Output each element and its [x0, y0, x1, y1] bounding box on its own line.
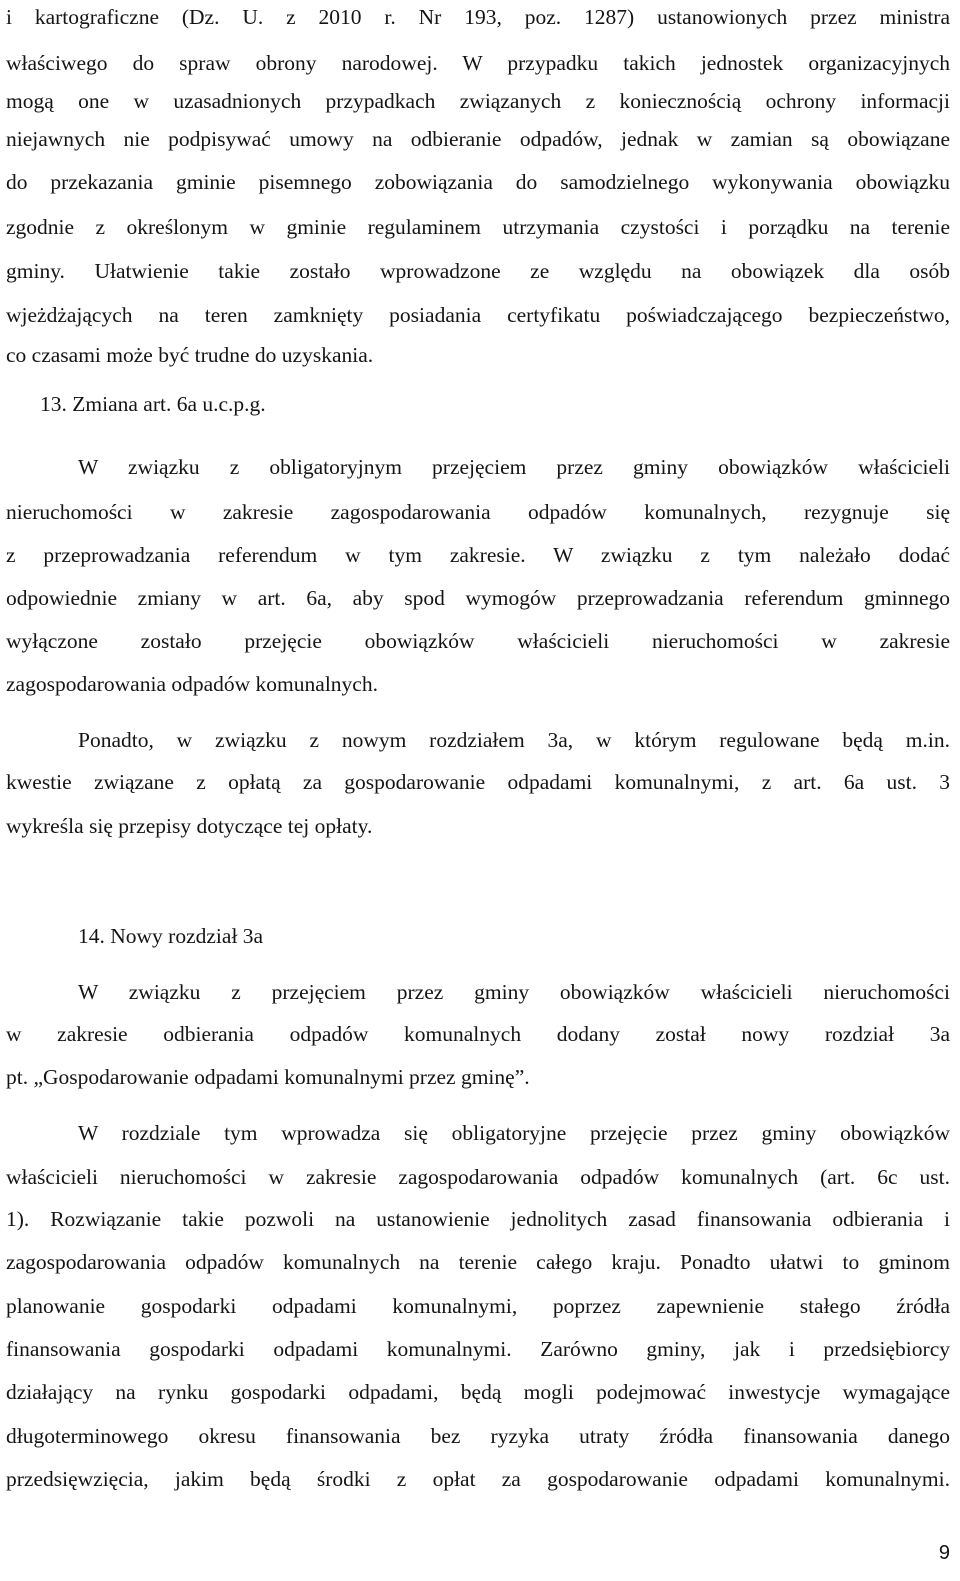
- text-line: do przekazania gminie pisemnego zobowiązania do samodzielnego wykonywania obowiązku: [6, 170, 950, 194]
- text-line: zagospodarowania odpadów komunalnych na terenie całego kraju. Ponadto ułatwi to gminom: [6, 1250, 950, 1274]
- text-line: zagospodarowania odpadów komunalnych.: [6, 672, 378, 696]
- text-line: działający na rynku gospodarki odpadami, będą mogli podejmować inwestycje wymagające: [6, 1380, 950, 1404]
- text-line: gminy. Ułatwienie takie zostało wprowadzone ze względu na obowiązek dla osób: [6, 259, 950, 283]
- text-line: finansowania gospodarki odpadami komunalnymi. Zarówno gminy, jak i przedsiębiorcy: [6, 1337, 950, 1361]
- text-line: planowanie gospodarki odpadami komunalnymi, poprzez zapewnienie stałego źródła: [6, 1294, 950, 1318]
- text-line: W związku z obligatoryjnym przejęciem przez gminy obowiązków właścicieli: [78, 455, 950, 479]
- text-line: W związku z przejęciem przez gminy obowiązków właścicieli nieruchomości: [78, 980, 950, 1004]
- text-line: odpowiednie zmiany w art. 6a, aby spod wymogów przeprowadzania referendum gminnego: [6, 586, 950, 610]
- page-number: 9: [938, 1542, 950, 1564]
- text-line: niejawnych nie podpisywać umowy na odbieranie odpadów, jednak w zamian są obowiązane: [6, 127, 950, 151]
- text-line: Ponadto, w związku z nowym rozdziałem 3a, w którym regulowane będą m.in.: [78, 728, 950, 752]
- text-line: mogą one w uzasadnionych przypadkach związanych z koniecznością ochrony informacji: [6, 89, 950, 113]
- text-line: w zakresie odbierania odpadów komunalnych dodany został nowy rozdział 3a: [6, 1022, 950, 1046]
- text-line: wyłączone zostało przejęcie obowiązków właścicieli nieruchomości w zakresie: [6, 629, 950, 653]
- text-line: przedsięwzięcia, jakim będą środki z opłat za gospodarowanie odpadami komunalnymi.: [6, 1467, 950, 1491]
- text-line: 1). Rozwiązanie takie pozwoli na ustanowienie jednolitych zasad finansowania odbierania i: [6, 1207, 950, 1231]
- text-line: zgodnie z określonym w gminie regulaminem utrzymania czystości i porządku na terenie: [6, 215, 950, 239]
- text-line: kwestie związane z opłatą za gospodarowanie odpadami komunalnymi, z art. 6a ust. 3: [6, 770, 950, 794]
- text-line: pt. „Gospodarowanie odpadami komunalnymi przez gminę”.: [6, 1065, 530, 1089]
- text-line: i kartograficzne (Dz. U. z 2010 r. Nr 193, poz. 1287) ustanowionych przez ministra: [6, 5, 950, 29]
- text-line: co czasami może być trudne do uzyskania.: [6, 343, 374, 367]
- text-line: nieruchomości w zakresie zagospodarowania odpadów komunalnych, rezygnuje się: [6, 500, 950, 524]
- section-heading-14: 14. Nowy rozdział 3a: [78, 924, 264, 948]
- text-line: wjeżdżających na teren zamknięty posiadania certyfikatu poświadczającego bezpieczeństwo,: [6, 303, 950, 327]
- text-line: W rozdziale tym wprowadza się obligatoryjne przejęcie przez gminy obowiązków: [78, 1121, 950, 1145]
- text-line: właściwego do spraw obrony narodowej. W przypadku takich jednostek organizacyjnych: [6, 51, 950, 75]
- text-line: z przeprowadzania referendum w tym zakresie. W związku z tym należało dodać: [6, 543, 950, 567]
- text-line: długoterminowego okresu finansowania bez ryzyka utraty źródła finansowania danego: [6, 1424, 950, 1448]
- section-heading-13: 13. Zmiana art. 6a u.c.p.g.: [40, 392, 266, 416]
- text-line: właścicieli nieruchomości w zakresie zagospodarowania odpadów komunalnych (art. 6c ust.: [6, 1165, 950, 1189]
- text-line: wykreśla się przepisy dotyczące tej opłaty.: [6, 814, 373, 838]
